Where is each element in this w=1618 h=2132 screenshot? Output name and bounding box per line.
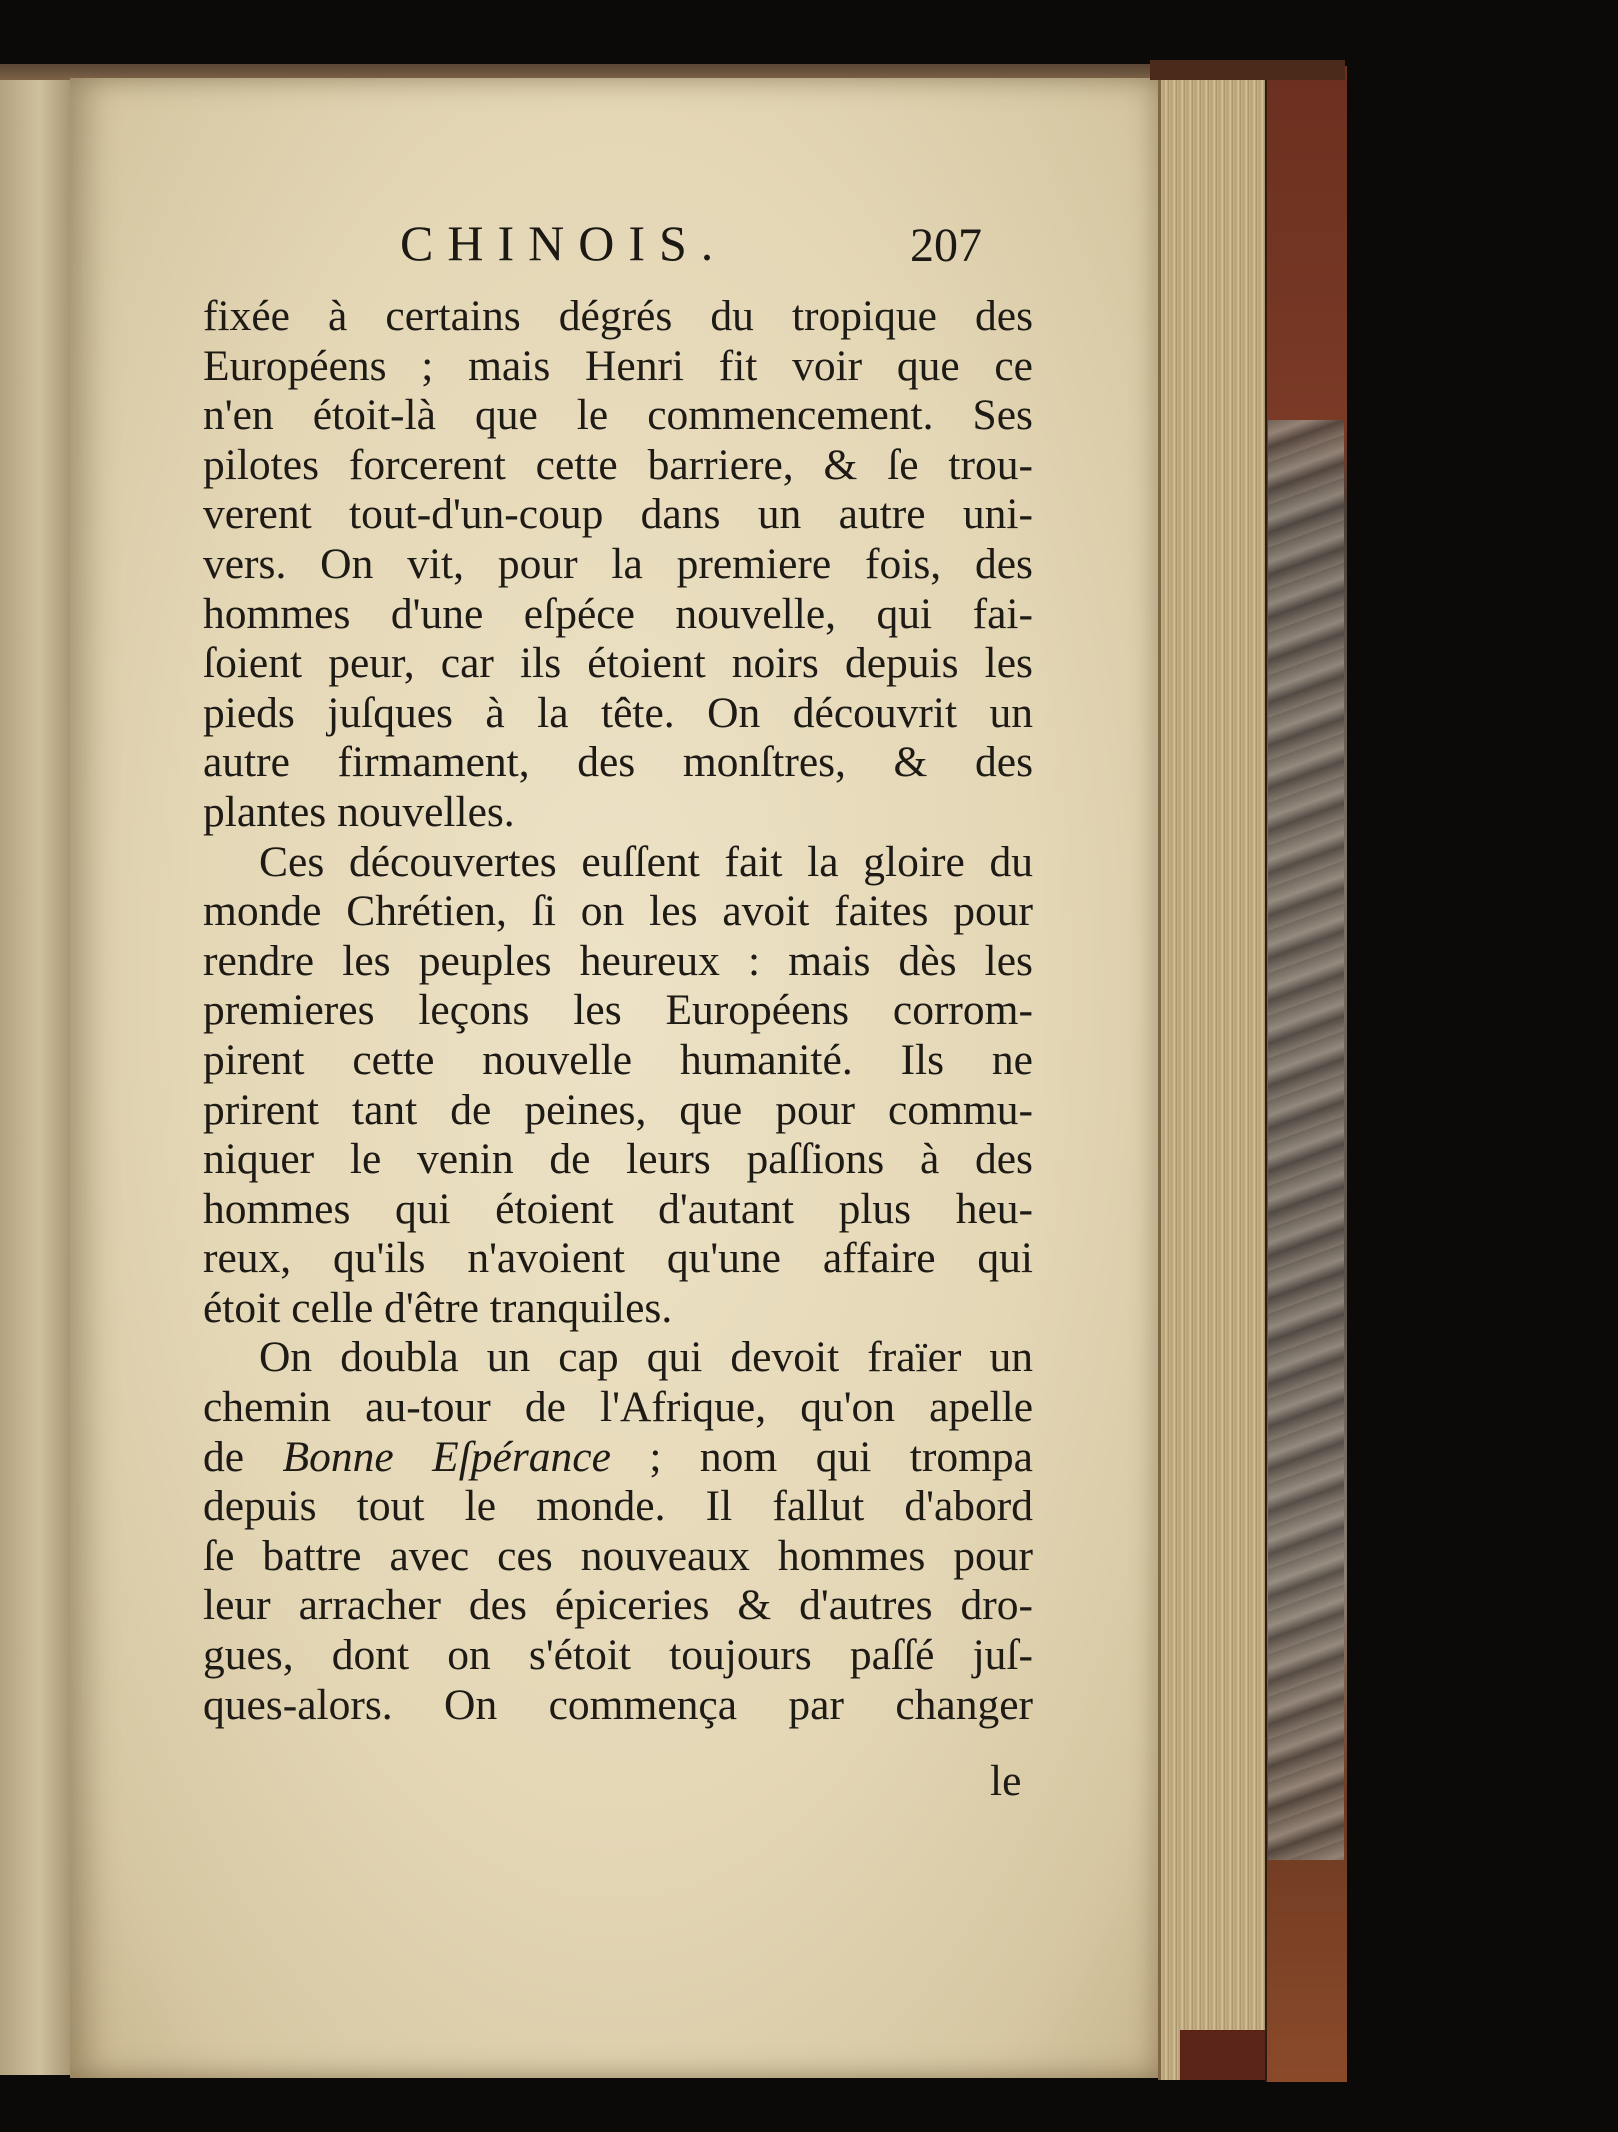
text-line: rendre les peuples heureux : mais dès les bbox=[203, 936, 1033, 985]
italic-after: ; nom qui trompa bbox=[610, 1432, 1033, 1481]
top-band bbox=[1150, 60, 1345, 80]
text-line: Européens ; mais Henri fit voir que ce bbox=[203, 341, 1033, 390]
text-line: pieds juſques à la tête. On découvrit un bbox=[203, 688, 1033, 737]
text-line: étoit celle d'être tranquiles. bbox=[203, 1283, 673, 1332]
paragraph-start-line: Ces découvertes euſſent fait la gloire du bbox=[259, 837, 1033, 886]
page-block-edge bbox=[1158, 70, 1271, 2080]
paragraph-start-line: On doubla un cap qui devoit fraïer un bbox=[259, 1333, 1033, 1382]
text-line: ſoient peur, car ils étoient noirs depuis les bbox=[203, 639, 1033, 688]
text-line: pilotes forcerent cette barriere, & ſe trou- bbox=[203, 440, 1033, 489]
marbled-cover bbox=[1268, 420, 1344, 1860]
text-line: autre firmament, des monſtres, & des bbox=[203, 738, 1033, 787]
running-head: CHINOIS. bbox=[400, 215, 728, 271]
text-line: depuis tout le monde. Il fallut d'abord bbox=[203, 1482, 1033, 1531]
text-line: ſe battre avec ces nouveaux hommes pour bbox=[203, 1531, 1033, 1580]
page-number: 207 bbox=[910, 219, 982, 272]
text-line: hommes qui étoient d'autant plus heu- bbox=[203, 1184, 1033, 1233]
text-line: plantes nouvelles. bbox=[203, 787, 515, 836]
text-line: fixée à certains dégrés du tropique des bbox=[203, 292, 1033, 340]
text-line: monde Chrétien, ſi on les avoit faites pour bbox=[203, 887, 1033, 936]
text-line: ques-alors. On commença par changer bbox=[203, 1680, 1033, 1729]
italic-before: de bbox=[203, 1432, 283, 1481]
text-line: hommes d'une eſpéce nouvelle, qui fai- bbox=[203, 589, 1033, 638]
text-line: reux, qu'ils n'avoient qu'une affaire qui bbox=[203, 1234, 1033, 1283]
italic-phrase: Bonne Eſpérance bbox=[282, 1432, 611, 1481]
text-line: gues, dont on s'étoit toujours paſſé juſ- bbox=[203, 1631, 1033, 1680]
left-page bbox=[0, 80, 74, 2075]
text-line: niquer le venin de leurs paſſions à des bbox=[203, 1135, 1033, 1184]
text-line: premieres leçons les Européens corrom- bbox=[203, 986, 1033, 1035]
text-line: vers. On vit, pour la premiere fois, des bbox=[203, 539, 1033, 588]
text-line: prirent tant de peines, que pour commu- bbox=[203, 1085, 1033, 1134]
text-line: pirent cette nouvelle humanité. Ils ne bbox=[203, 1035, 1033, 1084]
text-line-italic bbox=[203, 1433, 1033, 1483]
text-block bbox=[203, 292, 1033, 1730]
text-line: chemin au-tour de l'Afrique, qu'on apelle bbox=[203, 1383, 1033, 1432]
text-line: leur arracher des épiceries & d'autres dro- bbox=[203, 1581, 1033, 1630]
catchword: le bbox=[990, 1757, 1022, 1805]
text-line: verent tout-d'un-coup dans un autre uni- bbox=[203, 490, 1033, 539]
text-line: n'en étoit-là que le commencement. Ses bbox=[203, 391, 1033, 440]
